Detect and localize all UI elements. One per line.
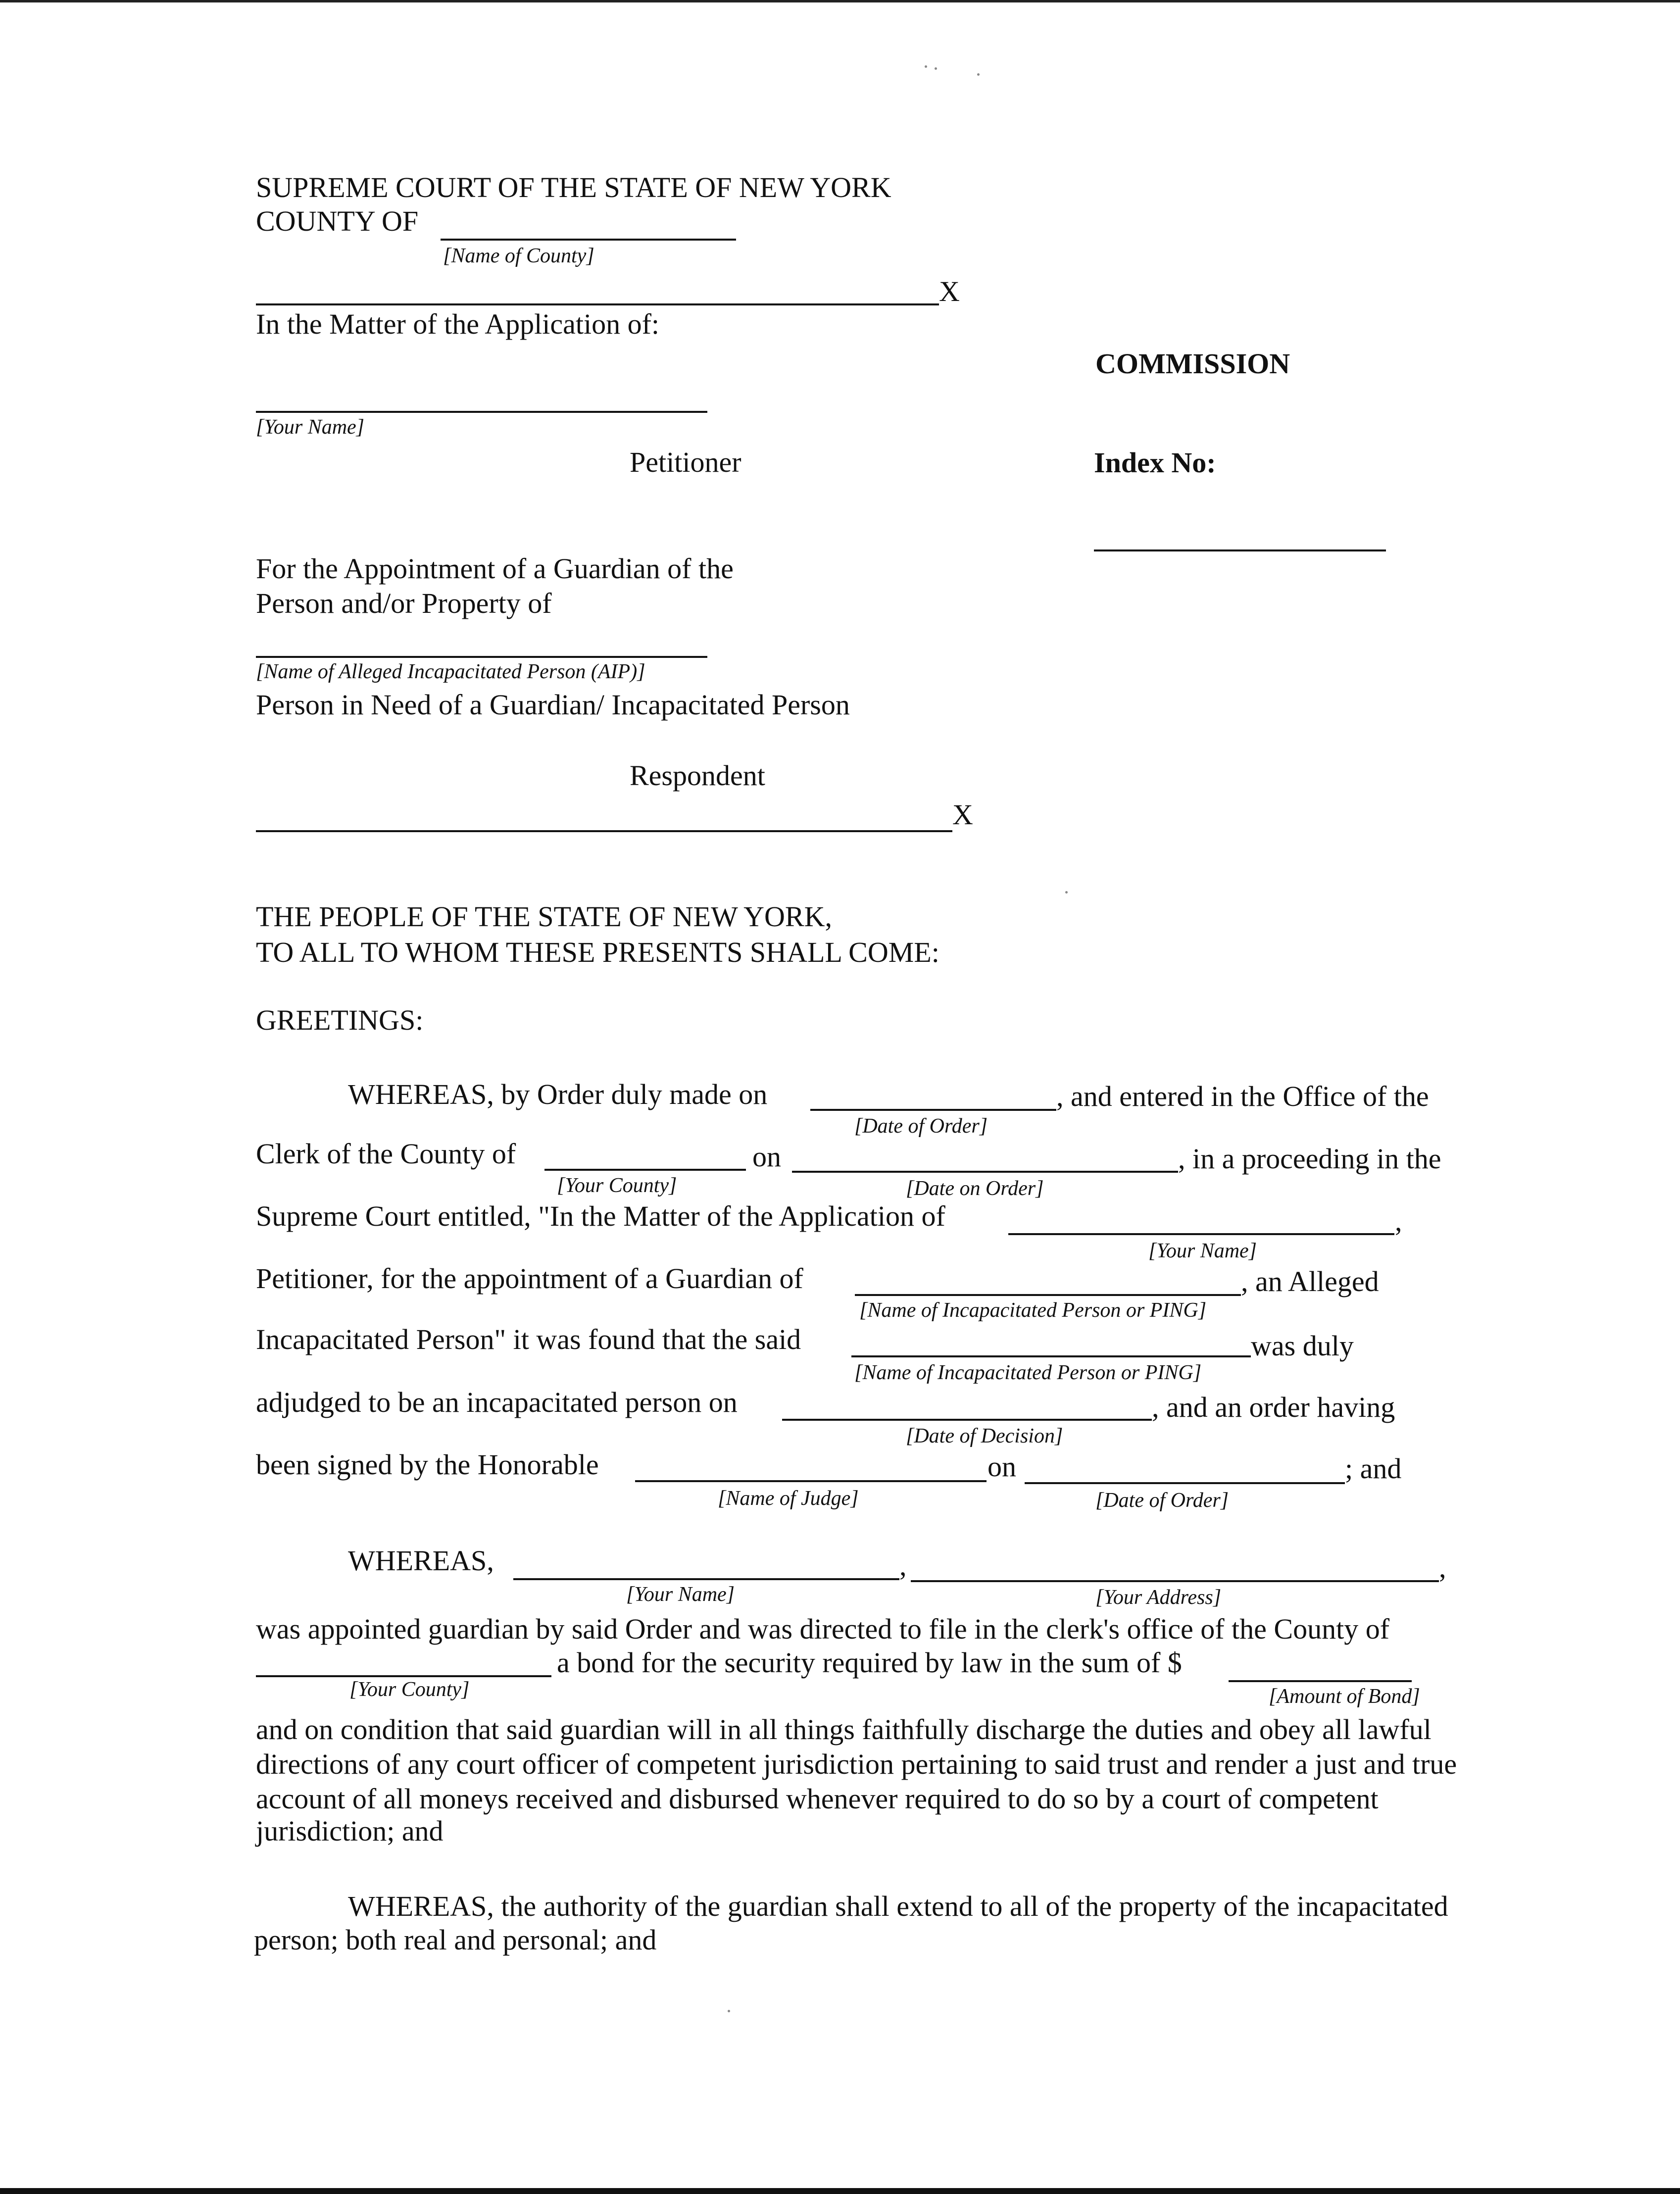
date-of-decision-blank [782,1419,1152,1421]
appointed-text: was appointed guardian by said Order and was directed to file in the clerk's office of the County of [256,1613,1390,1645]
authority-line-1: WHEREAS, the authority of the guardian shall extend to all of the property of the incapacitated [348,1890,1448,1922]
court-name: SUPREME COURT OF THE STATE OF NEW YORK [256,171,891,203]
was-duly-text: was duly [1251,1330,1354,1362]
judge-name-blank [635,1480,987,1482]
petitioner-label: Petitioner [630,446,741,478]
people-line-1: THE PEOPLE OF THE STATE OF NEW YORK, [256,900,832,933]
signed-by-text: been signed by the Honorable [256,1448,599,1481]
application-name-blank [1008,1233,1394,1235]
index-no-blank [1094,549,1386,551]
caption-top-x: X [939,275,960,307]
ip-name-hint-2: [Name of Incapacitated Person or PING] [854,1361,1202,1384]
signed-date-blank [1025,1482,1345,1484]
respondent-label: Respondent [630,759,765,792]
petitioner-name-blank [256,411,707,413]
scan-speck [925,65,927,68]
ip-name-blank-1 [855,1294,1241,1296]
an-alleged-text: , an Alleged [1241,1265,1379,1297]
guardian-name-hint: [Your Name] [626,1583,735,1606]
caption-bottom-rule [256,830,952,832]
petitioner-appointment-text: Petitioner, for the appointment of a Guardian of [256,1262,803,1295]
clerk-county-blank [544,1169,746,1171]
scan-top-edge [0,0,1680,2]
person-in-need-label: Person in Need of a Guardian/ Incapacitated Person [256,689,850,721]
petitioner-name-hint: [Your Name] [256,416,365,439]
greetings: GREETINGS: [256,1004,424,1036]
entered-office-text: , and entered in the Office of the [1056,1080,1429,1112]
condition-line-3: account of all moneys received and disbursed whenever required to do so by a court of competent [256,1783,1379,1815]
scan-speck [1065,891,1068,894]
index-no-label: Index No: [1094,447,1216,479]
date-on-order-hint: [Date on Order] [906,1177,1044,1200]
whereas-2-text: WHEREAS, [348,1545,494,1577]
guardian-name-comma: , [899,1549,907,1582]
application-comma: , [1395,1205,1402,1237]
signed-on-text: on [988,1450,1016,1483]
guardian-address-blank [911,1580,1439,1582]
signed-date-hint: [Date of Order] [1095,1489,1229,1512]
guardian-name-blank [513,1578,899,1580]
county-hint: [Name of County] [443,245,594,267]
guardian-address-comma: , [1439,1551,1446,1584]
aip-name-hint: [Name of Alleged Incapacitated Person (AIP)] [256,660,645,683]
bond-amount-blank [1229,1680,1412,1682]
bond-county-blank [256,1675,551,1677]
condition-line-2: directions of any court officer of competent jurisdiction pertaining to said trust and render a just and true [256,1748,1457,1780]
condition-line-4: jurisdiction; and [256,1815,444,1847]
scan-speck [935,67,937,70]
ip-name-blank-2 [851,1355,1251,1357]
guardian-address-hint: [Your Address] [1095,1586,1222,1609]
supreme-court-entitled-text: Supreme Court entitled, "In the Matter of the Application of [256,1200,945,1232]
and-text: ; and [1345,1452,1402,1485]
bond-county-hint: [Your County] [349,1678,470,1701]
authority-line-2: person; both real and personal; and [254,1924,657,1956]
date-of-order-blank [810,1109,1056,1111]
whereas-order-text: WHEREAS, by Order duly made on [348,1078,768,1110]
condition-line-1: and on condition that said guardian will in all things faithfully discharge the duties and obey all lawful [256,1713,1432,1745]
order-having-text: , and an order having [1152,1391,1395,1423]
caption-bottom-x: X [952,798,973,831]
date-on-order-blank [792,1171,1178,1173]
in-the-matter-label: In the Matter of the Application of: [256,308,660,340]
people-line-2: TO ALL TO WHOM THESE PRESENTS SHALL COME: [256,936,939,968]
bond-amount-hint: [Amount of Bond] [1269,1685,1420,1708]
judge-name-hint: [Name of Judge] [718,1487,859,1510]
appointment-line-2: Person and/or Property of [256,587,552,619]
scan-bottom-edge [0,2188,1680,2194]
clerk-on-text: on [752,1141,781,1173]
date-of-decision-hint: [Date of Decision] [906,1425,1063,1447]
commission-title: COMMISSION [1095,348,1290,380]
incapacitated-found-text: Incapacitated Person" it was found that the said [256,1323,801,1355]
ip-name-hint-1: [Name of Incapacitated Person or PING] [859,1299,1207,1322]
proceeding-text: , in a proceeding in the [1178,1143,1441,1175]
caption-top-rule [256,303,939,305]
scan-speck [977,73,980,76]
scan-speck [728,2010,730,2012]
date-of-order-hint: [Date of Order] [854,1115,988,1138]
county-of-label: COUNTY OF [256,205,419,237]
county-blank [441,239,736,241]
adjudged-text: adjudged to be an incapacitated person on [256,1386,738,1418]
aip-name-blank [256,656,707,658]
clerk-county-text: Clerk of the County of [256,1138,516,1170]
application-name-hint: [Your Name] [1148,1240,1257,1262]
appointment-line-1: For the Appointment of a Guardian of the [256,552,734,585]
your-county-hint: [Your County] [557,1174,677,1197]
bond-text: a bond for the security required by law in the sum of $ [557,1646,1182,1679]
